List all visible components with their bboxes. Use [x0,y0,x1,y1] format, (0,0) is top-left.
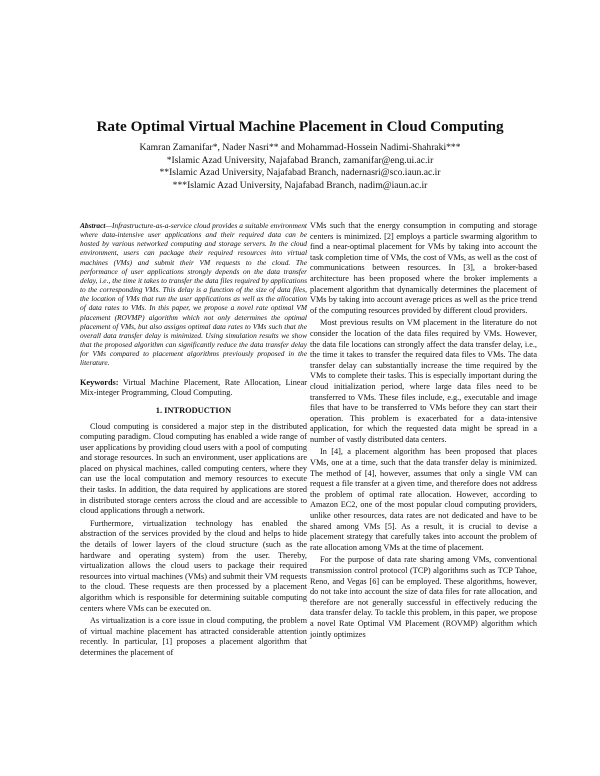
intro-paragraph-1: Cloud computing is considered a major step in the distributed computing paradigm. Cloud computing has enabled a wide range of user applications by providing cloud users with a pool of computing and storage resources. In such an environment, user applications are placed on physical machines, called computing centers, where they can use the local computation and memory resources to execute their tasks. In addition, the data required by applications are stored in distributed storage centers across the cloud and are accessible to cloud applications through a network. [80,421,307,516]
affiliation-3: ***Islamic Azad University, Najafabad Branch, nadim@iaun.ac.ir [172,180,428,192]
intro-paragraph-2: Furthermore, virtualization technology has enabled the abstraction of the services provided by the cloud and helps to hide the details of lower layers of the cloud structure (such as the hardware and operating system) from the user. Thereby, virtualization allows the cloud users to package their required resources into virtual machines (VMs) and submit their VM requests to the cloud. These requests are then processed by a placement algorithm which is responsible for determining suitable computing centers where VMs can be executed on. [80,518,307,613]
right-column [310,221,537,640]
body-paragraph-2: Most previous results on VM placement in the literature do not consider the location of the data files required by VMs. However, the data file locations can strongly affect the data transfer delay, i.e., the time it takes to transfer the required data files to VMs. The data transfer delay can substantially increase the time required by the VMs to complete their tasks. This is especially important during the cloud initialization period, where large data files need to be transferred to VMs. These files include, e.g., executable and image files that have to be transferred to VMs before they can start their operation. This problem is exacerbated for a data-intensive application, for which the requested data might be spread in a number of vastly distributed data centers. [310,318,537,444]
keywords-label: Keywords: [80,377,119,387]
abstract-text: —Infrastructure-as-a-service cloud provides a suitable environment where data-intensive user applications and their required data can be hosted by various networked computing and storage servers. In the cloud environment, users can package their required resources into virtual machines (VMs) and submit their VM requests to the cloud. The performance of user applications strongly depends on the data transfer delay, i.e., the time it takes to transfer the data files required by applications to the corresponding VMs. This delay is a function of the size of data files, the location of VMs that run the user applications as well as the allocation of data rates to VMs. In this paper, we propose a novel rate optimal VM placement (ROVMP) algorithm which not only determines the optimal placement of VMs, but also assigns optimal data rates to VMs such that the overall data transfer delay is minimized. Using simulation results we show that the proposed algorithm can significantly reduce the data transfer delay for VMs compared to placement algorithms previously proposed in the literature. [80,221,307,368]
author-block [40,142,560,193]
affiliation-2: **Islamic Azad University, Najafabad Branch, nadernasri@sco.iaun.ac.ir [159,167,441,179]
paper-title: Rate Optimal Virtual Machine Placement in Cloud Computing [96,118,504,135]
body-paragraph-3: In [4], a placement algorithm has been proposed that places VMs, one at a time, such that the data transfer delay is minimized. The method of [4], however, assumes that only a single VM can request a file transfer at a given time, and therefore does not address the problem of optimal rate allocation. However, according to Amazon EC2, one of the most popular cloud computing providers, unlike other resources, data rates are not dedicated and have to be shared among VMs [5]. As a result, it is crucial to devise a placement strategy that carefully takes into account the problem of rate allocation among VMs at the time of placement. [310,447,537,552]
abstract [80,221,307,368]
section-heading-introduction: 1. INTRODUCTION [155,405,232,415]
intro-paragraph-3: As virtualization is a core issue in cloud computing, the problem of virtual machine placement has attracted considerable attention recently. In particular, [1] proposes a placement algorithm that determines the placement of [80,616,307,657]
author-names: Kamran Zamanifar*, Nader Nasri** and Mohammad-Hossein Nadimi-Shahraki*** [139,142,461,153]
affiliation-1: *Islamic Azad University, Najafabad Branch, zamanifar@eng.ui.ac.ir [166,154,434,166]
abstract-label: Abstract [80,221,106,230]
body-paragraph-4: For the purpose of data rate sharing among VMs, conventional transmission control protocol (TCP) algorithms such as TCP Tahoe, Reno, and Vegas [6] can be employed. These algorithms, however, do not take into account the size of data files for rate allocation, and therefore are not generally successful in effectively reducing the data transfer delay. To tackle this problem, in this paper, we propose a novel Rate Optimal VM Placement (ROVMP) algorithm which jointly optimizes [310,555,537,639]
body-paragraph-1: VMs such that the energy consumption in computing and storage centers is minimized. [2] employs a particle swarming algorithm to find a near-optimal placement for VMs by taking into account the task completion time of VMs, the cost of VMs, as well as the cost of communications between resources. In [3], a broker-based architecture has been proposed where the broker implements a placement algorithm that dynamically determines the placement of VMs by taking into account average prices as well as the price trend of the computing resources provided by different cloud providers. [310,221,537,315]
keywords-text: Virtual Machine Placement, Rate Allocation, Linear Mix-integer Programming, Cloud Computing. [80,377,307,397]
keywords [80,378,307,398]
left-column [80,221,307,659]
